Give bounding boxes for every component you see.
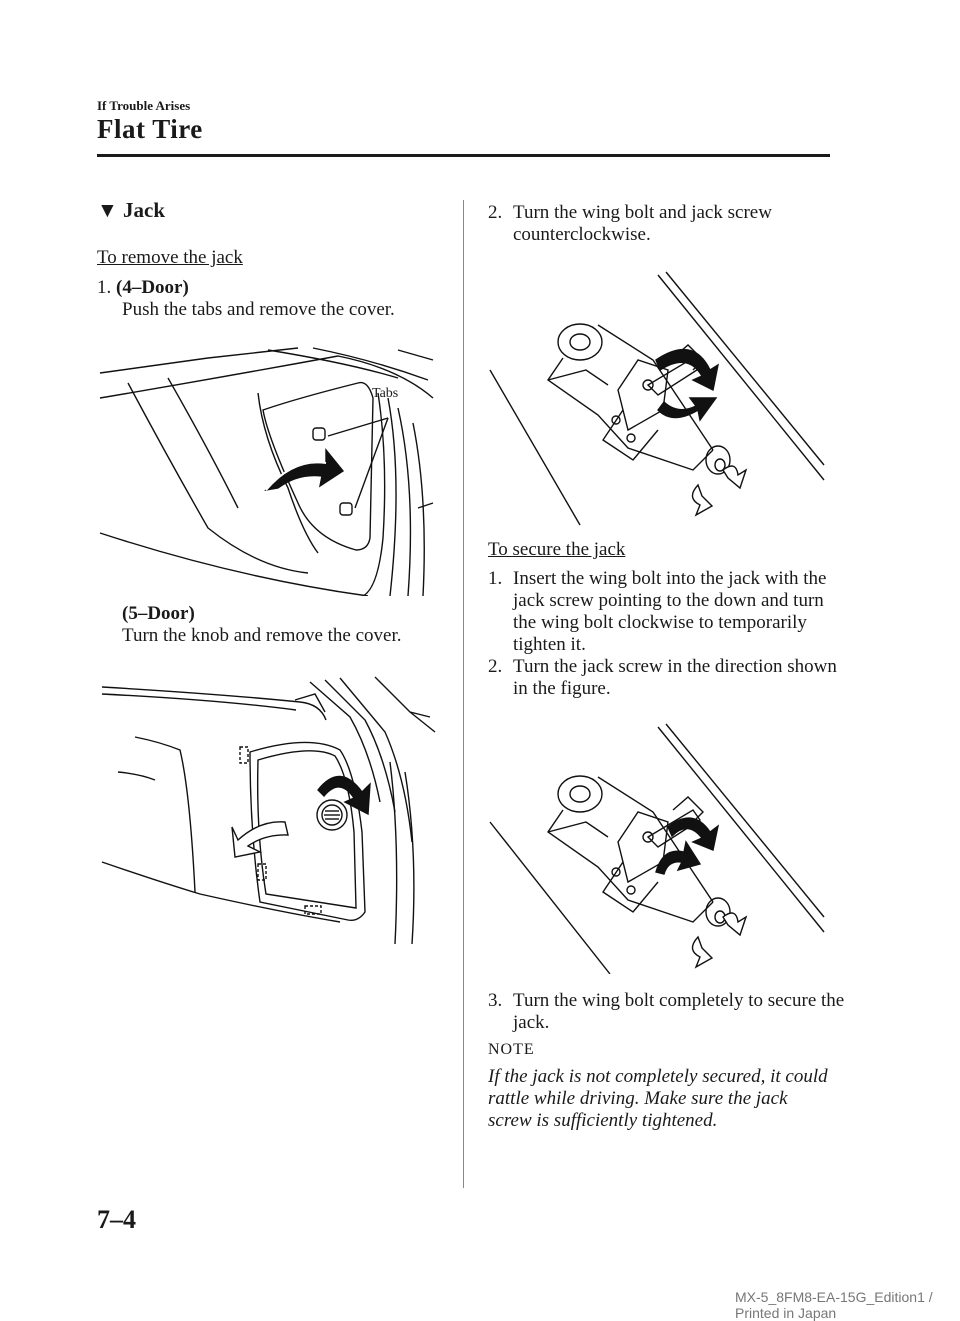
figure-4door-cover <box>98 338 438 596</box>
step-5door-text: Turn the knob and remove the cover. <box>122 625 402 646</box>
figure-jack-counterclockwise <box>488 270 826 528</box>
page-title: Flat Tire <box>97 114 203 144</box>
footer-site: MX-5_8FM8-EA-15G_Edition1 / Printed in Japan <box>735 1289 933 1321</box>
secure-step-2-text: Turn the jack screw in the direction shown in the figure. <box>513 656 837 699</box>
step-2-text: Turn the wing bolt and jack screw counterclockwise. <box>513 202 772 245</box>
step-2 <box>488 202 843 246</box>
subheading-secure: To secure the jack <box>488 539 626 560</box>
subheading-remove: To remove the jack <box>97 247 243 268</box>
secure-step-2-number: 2. <box>488 656 503 677</box>
step-5door-title: (5–Door) <box>122 603 195 624</box>
page-number: 7–4 <box>97 1205 136 1234</box>
step-1-number: 1. <box>97 277 112 298</box>
heading-text: Jack <box>123 198 166 222</box>
section-label: If Trouble Arises <box>97 98 191 113</box>
secure-step-1 <box>488 568 848 656</box>
secure-step-3 <box>488 990 858 1034</box>
step-1-title: (4–Door) <box>116 277 189 298</box>
title-rule <box>97 154 830 157</box>
secure-step-2 <box>488 656 848 700</box>
section-heading <box>97 198 165 223</box>
secure-step-3-number: 3. <box>488 990 503 1011</box>
column-divider <box>463 200 464 1188</box>
step-1 <box>97 277 447 321</box>
triangle-marker-icon: ▼ <box>97 198 118 222</box>
step-2-number: 2. <box>488 202 503 223</box>
secure-step-1-number: 1. <box>488 568 503 589</box>
step-1-text: Push the tabs and remove the cover. <box>122 299 395 320</box>
figure-5door-cover <box>100 672 436 944</box>
secure-step-3-text: Turn the wing bolt completely to secure the jack. <box>513 990 845 1033</box>
note-text: If the jack is not completely secured, it could rattle while driving. Make sure the jack screw is sufficiently tightened. <box>488 1066 828 1131</box>
figure-jack-secure <box>488 722 826 974</box>
figure-label-tabs: Tabs <box>372 386 399 401</box>
note-label: NOTE <box>488 1041 535 1058</box>
step-5door <box>122 603 452 647</box>
secure-step-1-text: Insert the wing bolt into the jack with the jack screw pointing to the down and turn the wing bolt clockwise to temporarily tighten it. <box>513 568 827 655</box>
